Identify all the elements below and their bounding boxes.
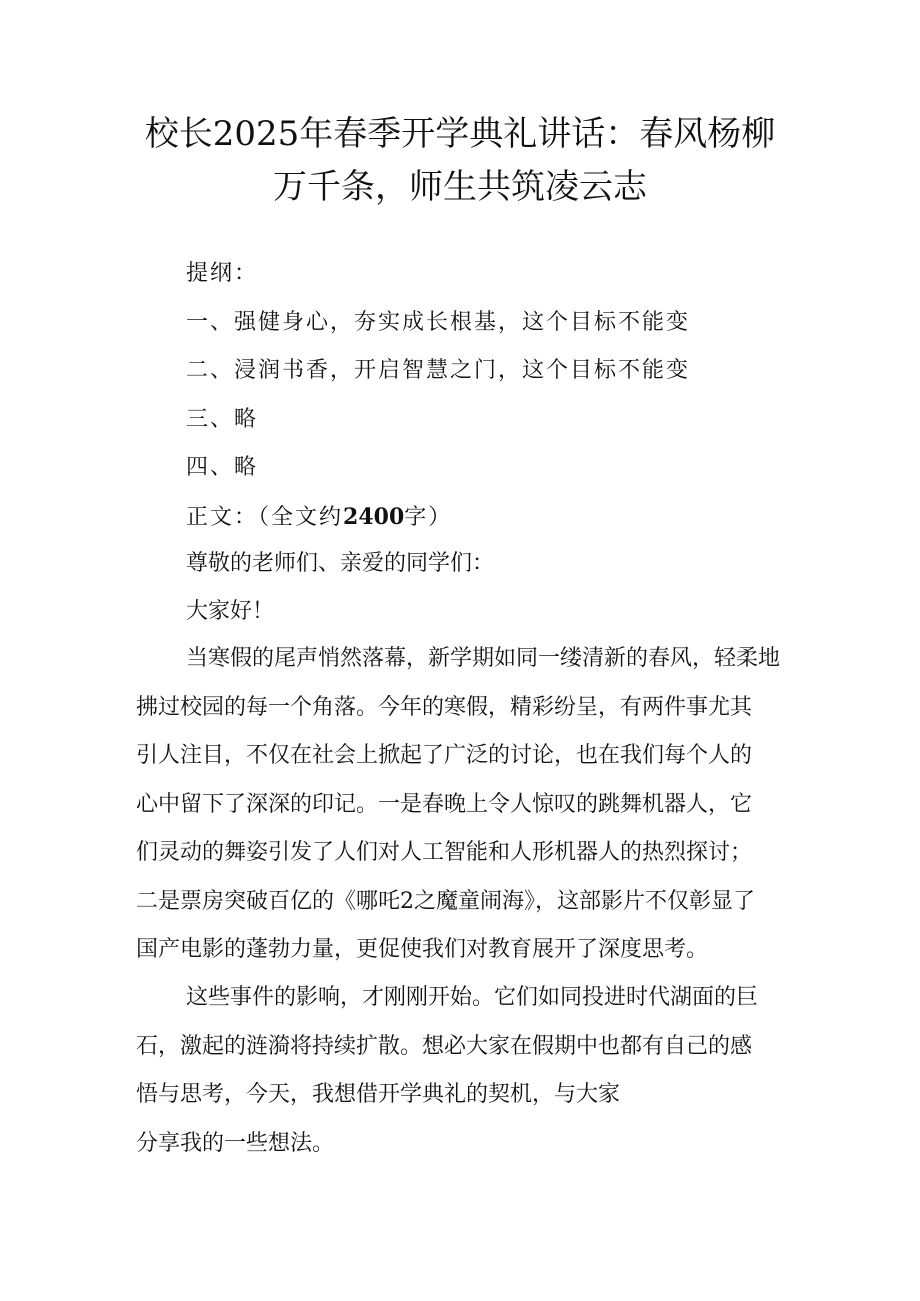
paragraph-line: 悟与思考，今天，我想借开学典礼的契机，与大家: [136, 1082, 621, 1107]
paragraph-2: [136, 974, 796, 1168]
outline-section: [186, 250, 826, 542]
paragraph-line: 当寒假的尾声悄然落幕，新学期如同一缕清新的春风，轻柔地: [186, 646, 781, 671]
paragraph-1: [136, 635, 796, 975]
paragraph-line: 国产电影的蓬勃力量，更促使我们对教育展开了深度思考。: [136, 937, 709, 962]
hello-line: 大家好！: [186, 599, 275, 624]
title-line-2: 万千条，师生共筑凌云志: [273, 167, 647, 207]
page-title: [60, 108, 860, 214]
body-label: [186, 493, 826, 543]
paragraph-line: 拂过校园的每一个角落。今年的寒假，精彩纷呈，有两件事尤其: [136, 694, 753, 720]
paragraph-line: 心中留下了深深的印记。一是春晚上令人惊叹的跳舞机器人，它: [136, 791, 753, 817]
paragraph-line: 这些事件的影响，才刚刚开始。它们如同投进时代湖面的巨: [186, 985, 759, 1010]
word-count: 2400: [343, 503, 405, 530]
salutation: 尊敬的老师们、亲爱的同学们：: [186, 551, 495, 576]
paragraph-line: 分享我的一些想法。: [136, 1130, 335, 1156]
body-label-start: 正文：（全文约: [186, 504, 344, 530]
outline-item-4: 四、略: [186, 455, 259, 480]
outline-item-2: 二、浸润书香，开启智慧之门，这个目标不能变: [186, 358, 691, 383]
outline-item-1: 一、强健身心，夯实成长根基，这个目标不能变: [186, 309, 691, 335]
paragraph-line: 石，激起的涟漪将持续扩散。想必大家在假期中也都有自己的感: [136, 1033, 753, 1059]
outline-heading: 提纲：: [186, 261, 259, 286]
paragraph-line: 二是票房突破百亿的《哪吒2之魔童闹海》，这部影片不仅彰显了: [136, 888, 755, 914]
paragraph-line: 们灵动的舞姿引发了人们对人工智能和人形机器人的热烈探讨；: [136, 840, 753, 865]
outline-item-3: 三、略: [186, 406, 259, 432]
paragraph-line: 引人注目，不仅在社会上掀起了广泛的讨论，也在我们每个人的: [136, 743, 753, 768]
title-line-1: 校长2025年春季开学典礼讲话：春风杨柳: [144, 114, 776, 154]
body-label-end: 字）: [404, 504, 453, 530]
